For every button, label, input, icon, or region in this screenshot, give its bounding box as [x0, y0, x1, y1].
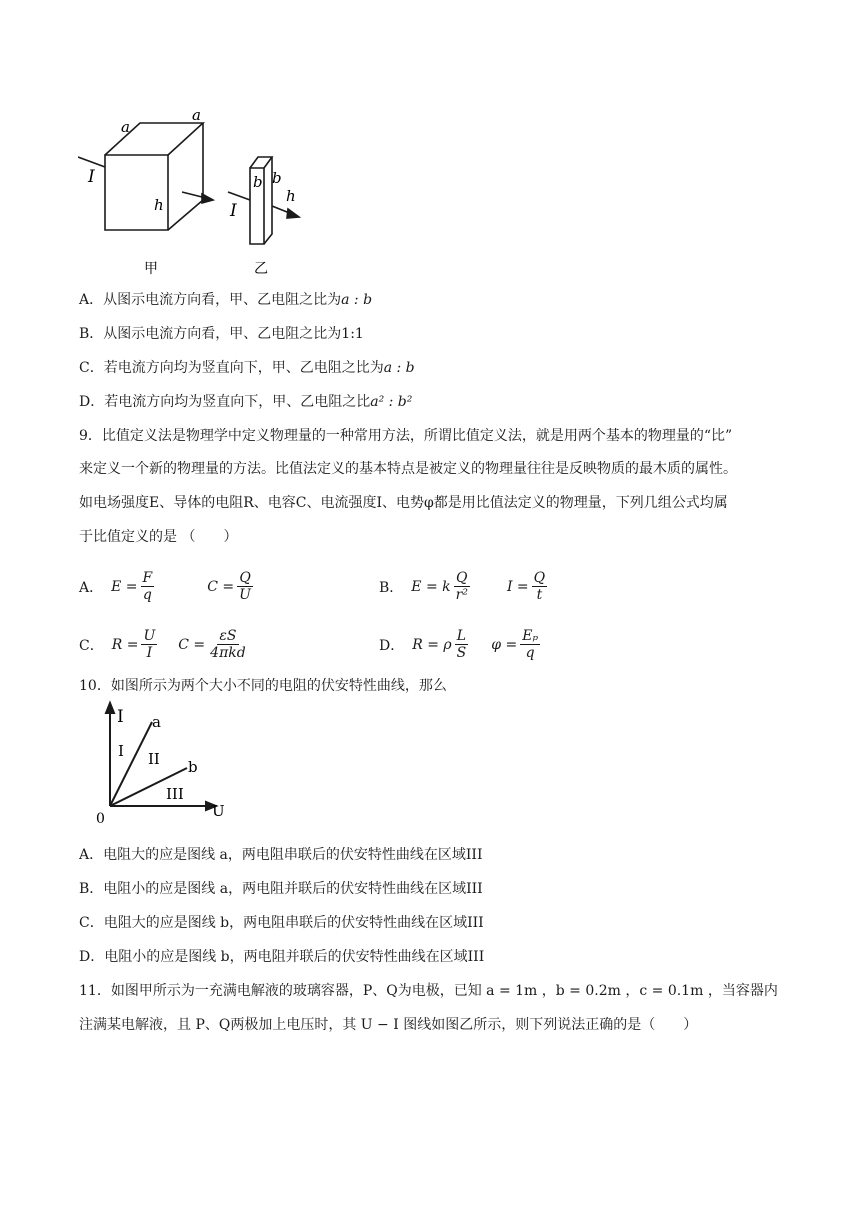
q9-option-c: C． R = $\frac{U}{I}$ C = $\frac{\varepsilon S}{\text{4πkd}}$ [79, 628, 246, 661]
formula-i-q-t: $\frac{Q}{t}$ [533, 570, 546, 603]
q9-option-d: D． R = ρ $\frac{L}{S}$ φ = $\frac{\text{Eₚ}}{q}$ [379, 628, 539, 661]
iv-curve-graph [90, 700, 230, 830]
formula-c-es-4pikd: $\frac{\varepsilon S}{\text{4πkd}}$ [210, 628, 246, 661]
q9-stem-line1: 9．比值定义法是物理学中定义物理量的一种常用方法，所谓比值定义法，就是用两个基本的物理量的“比” [79, 428, 733, 444]
label-b-front: b [253, 173, 263, 191]
q9-stem-line4: 于比值定义的是 （ ） [79, 529, 238, 545]
arrow-yi [272, 206, 299, 218]
q9-option-a: A． E = $\frac{F}{q}$ C = $\frac{Q}{U}$ [79, 570, 251, 603]
q10-stem: 10．如图所示为两个大小不同的电阻的伏安特性曲线，那么 [79, 678, 447, 694]
q11-stem-line1: 11．如图甲所示为一充满电解液的玻璃容器，P、Q为电极，已知 a = 1m ，b = 0.2m ，c = 0.1m ，当容器内 [79, 983, 778, 999]
label-a-top: a [192, 106, 201, 124]
label-h-jia: h [154, 196, 164, 214]
line-b-label: b [188, 758, 198, 776]
origin-label: 0 [96, 811, 105, 827]
q10-option-d: D．电阻小的应是图线 b，两电阻并联后的伏安特性曲线在区域III [79, 949, 485, 965]
q10-option-a: A．电阻大的应是图线 a，两电阻串联后的伏安特性曲线在区域III [79, 847, 483, 863]
caption-yi: 乙 [254, 261, 268, 277]
formula-r-rho-l-s: $\frac{L}{S}$ [456, 628, 467, 661]
formula-c-q-u: $\frac{Q}{U}$ [239, 570, 251, 603]
formula-r-u-i: $\frac{U}{I}$ [143, 628, 156, 661]
caption-jia: 甲 [144, 261, 158, 277]
formula-e-kq-r2: $\frac{Q}{\text{r²}}$ [455, 570, 468, 603]
q8-option-d: D．若电流方向均为竖直向下，甲、乙电阻之比a² : b² [79, 394, 413, 410]
q11-stem-line2: 注满某电解液，且 P、Q两极加上电压时，其 U − I 图线如图乙所示，则下列说法正确的是（ ） [79, 1017, 698, 1033]
line-a-label: a [152, 713, 161, 731]
region-2-label: II [148, 750, 160, 768]
region-1-label: I [118, 742, 124, 760]
label-I-yi: I [230, 201, 237, 221]
q9-stem-line3: 如电场强度E、导体的电阻R、电容C、电流强度I、电势φ都是用比值法定义的物理量，下列几组公式均属 [79, 495, 728, 511]
block-jia [78, 123, 203, 230]
q9-stem-line2: 来定义一个新的物理量的方法。比值法定义的基本特点是被定义的物理量往往是反映物质的最木质的属性。 [79, 461, 737, 477]
q9-option-b: B． E = k $\frac{Q}{\text{r²}}$ I = $\frac{Q}{t}$ [379, 570, 546, 603]
formula-e-f-q: $\frac{F}{q}$ [142, 570, 153, 603]
q10-option-b: B．电阻小的应是图线 a，两电阻并联后的伏安特性曲线在区域III [79, 881, 483, 897]
label-a-left: a [121, 118, 130, 136]
y-axis-label: I [117, 707, 124, 727]
resistor-blocks-figure [78, 100, 318, 280]
q8-option-a: A．从图示电流方向看，甲、乙电阻之比为a : b [79, 292, 373, 308]
arrow-jia [182, 192, 213, 203]
label-h-yi: h [286, 187, 296, 205]
label-b-side: b [272, 169, 282, 187]
formula-phi-ep-q: $\frac{\text{Eₚ}}{q}$ [522, 628, 539, 661]
label-I-jia: I [88, 167, 95, 187]
x-axis-label: U [212, 802, 225, 820]
q8-option-c: C．若电流方向均为竖直向下，甲、乙电阻之比为a : b [79, 360, 415, 376]
q8-option-b: B．从图示电流方向看，甲、乙电阻之比为1:1 [79, 326, 364, 342]
region-3-label: III [166, 785, 184, 803]
line-a [110, 722, 152, 806]
q10-option-c: C．电阻大的应是图线 b，两电阻串联后的伏安特性曲线在区域III [79, 915, 484, 931]
